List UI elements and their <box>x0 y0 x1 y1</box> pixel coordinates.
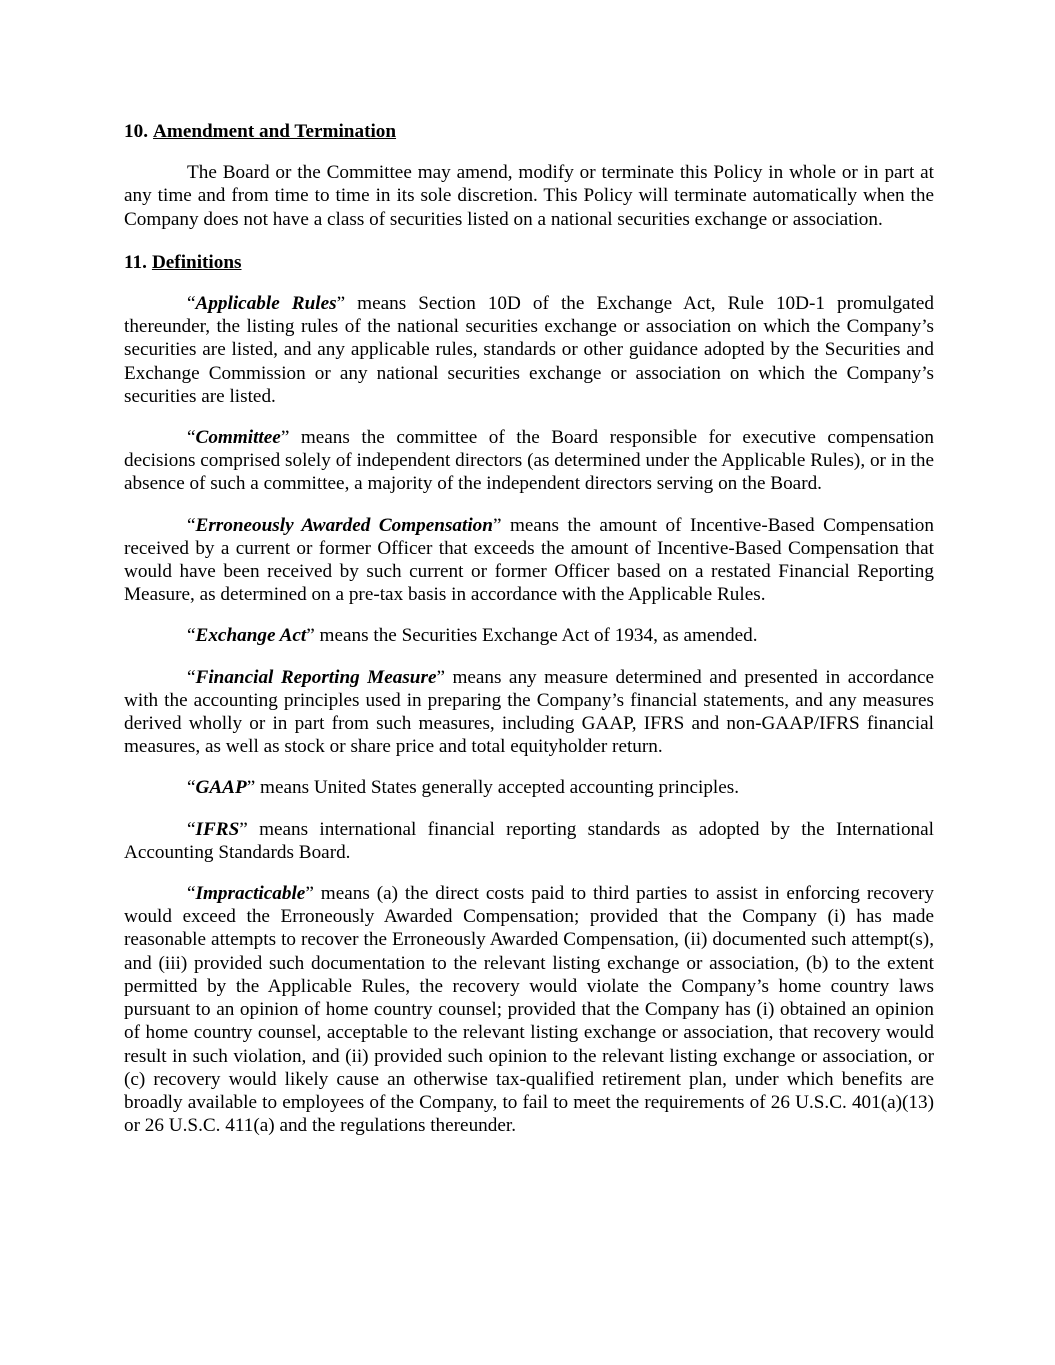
amendment-paragraph: The Board or the Committee may amend, modify or terminate this Policy in whole or in part at any time and from time to time in its sole discretion. This Policy will terminate automatically when the Company does not have a class of securities listed on a national securities exchange or association. <box>124 162 934 230</box>
document-page <box>124 120 934 1155</box>
definition-text: means the Securities Exchange Act of 1934, as amended. <box>314 625 758 647</box>
defined-term: Impracticable <box>195 883 306 905</box>
section-title: Amendment and Termination <box>152 121 397 142</box>
definition-text: means United States generally accepted accounting principles. <box>255 777 740 799</box>
defined-term: Exchange Act <box>195 625 307 647</box>
definition-gaap: “GAAP” means United States generally accepted accounting principles. <box>187 777 740 799</box>
definition-text: means international financial reporting standards as adopted by the International Accounting Standards Board. <box>124 818 934 863</box>
definition-ifrs: “IFRS” means international financial reporting standards as adopted by the International Accounting Standards Board. <box>124 818 934 863</box>
definition-financial-reporting-measure: “Financial Reporting Measure” means any measure determined and presented in accordance with the accounting principles used in preparing the Company’s financial statements, and any measures derived wholly or in part from such measures, including GAAP, IFRS and non-GAAP/IFRS financial measures, as well as stock or share price and total equityholder return. <box>124 666 934 758</box>
definition-text: means the committee of the Board responsible for executive compensation decisions comprised solely of independent directors (as determined under the Applicable Rules), or in the absence of such a committee, a majority of the independent directors serving on the Board. <box>124 427 934 495</box>
section-heading-amendment <box>124 120 934 143</box>
defined-term: Committee <box>195 427 281 449</box>
definition-exchange-act: “Exchange Act” means the Securities Exchange Act of 1934, as amended. <box>187 625 758 647</box>
defined-term: IFRS <box>195 818 240 840</box>
definition-erroneously-awarded-compensation: “Erroneously Awarded Compensation” means the amount of Incentive-Based Compensation received by a current or former Officer that exceeds the amount of Incentive-Based Compensation that would have been received by such current or former Officer based on a restated Financial Reporting Measure, as determined on a pre-tax basis in accordance with the Applicable Rules. <box>124 514 934 606</box>
definition-committee: “Committee” means the committee of the Board responsible for executive compensation decisions comprised solely of independent directors (as determined under the Applicable Rules), or in the absence of such a committee, a majority of the independent directors serving on the Board. <box>124 427 934 495</box>
section-heading-definitions <box>124 251 934 274</box>
definition-text: means (a) the direct costs paid to third parties to assist in enforcing recovery would exceed the Erroneously Awarded Compensation; provided that the Company (i) has made reasonable attempts to recover the Erroneously Awarded Compensation, (ii) documented such attempt(s), and (iii) provided such documentation to the relevant listing exchange or association, (b) to the extent permitted by the Applicable Rules, the recovery would violate the Company’s home country laws pursuant to an opinion of home country counsel; provided that the Company has (i) obtained an opinion of home country counsel, acceptable to the relevant listing exchange or association, that recovery would result in such violation, and (ii) provided such opinion to the relevant listing exchange or association, or (c) recovery would likely cause an otherwise tax-qualified retirement plan, under which benefits are broadly available to employees of the Company, to fail to meet the requirements of 26 U.S.C. 401(a)(13) or 26 U.S.C. 411(a) and the regulations thereunder. <box>124 883 934 1137</box>
section-number: 11. <box>124 251 147 273</box>
defined-term: Financial Reporting Measure <box>195 666 437 688</box>
defined-term: Erroneously Awarded Compensation <box>195 514 493 536</box>
section-title: Definitions <box>151 251 242 273</box>
defined-term: GAAP <box>195 777 247 799</box>
defined-term: Applicable Rules <box>195 293 337 315</box>
definition-text: means the amount of Incentive-Based Compensation received by a current or former Officer that exceeds the amount of Incentive-Based Compensation that would have been received by such current or former Officer based on a restated Financial Reporting Measure, as determined on a pre-tax basis in accordance with the Applicable Rules. <box>124 514 934 606</box>
definition-text: means any measure determined and presented in accordance with the accounting principles used in preparing the Company’s financial statements, and any measures derived wholly or in part from such measures, including GAAP, IFRS and non-GAAP/IFRS financial measures, as well as stock or share price and total equityholder return. <box>124 666 934 758</box>
definition-text: means Section 10D of the Exchange Act, Rule 10D-1 promulgated thereunder, the listing rules of the national securities exchange or association on which the Company’s securities are listed, and any applicable rules, standards or other guidance adopted by the Securities and Exchange Commission or any national securities exchange or association on which the Company’s securities are listed. <box>124 293 935 407</box>
definition-impracticable: “Impracticable” means (a) the direct costs paid to third parties to assist in enforcing recovery would exceed the Erroneously Awarded Compensation; provided that the Company (i) has made reasonable attempts to recover the Erroneously Awarded Compensation, (ii) documented such attempt(s), and (iii) provided such documentation to the relevant listing exchange or association, (b) to the extent permitted by the Applicable Rules, the recovery would violate the Company’s home country laws pursuant to an opinion of home country counsel; provided that the Company has (i) obtained an opinion of home country counsel, acceptable to the relevant listing exchange or association, that recovery would result in such violation, and (ii) provided such opinion to the relevant listing exchange or association, or (c) recovery would likely cause an otherwise tax-qualified retirement plan, under which benefits are broadly available to employees of the Company, to fail to meet the requirements of 26 U.S.C. 401(a)(13) or 26 U.S.C. 411(a) and the regulations thereunder. <box>124 883 934 1137</box>
definition-applicable-rules: “Applicable Rules” means Section 10D of the Exchange Act, Rule 10D-1 promulgated thereunder, the listing rules of the national securities exchange or association on which the Company’s securities are listed, and any applicable rules, standards or other guidance adopted by the Securities and Exchange Commission or any national securities exchange or association on which the Company’s securities are listed. <box>124 293 935 407</box>
section-number: 10. <box>124 121 148 142</box>
